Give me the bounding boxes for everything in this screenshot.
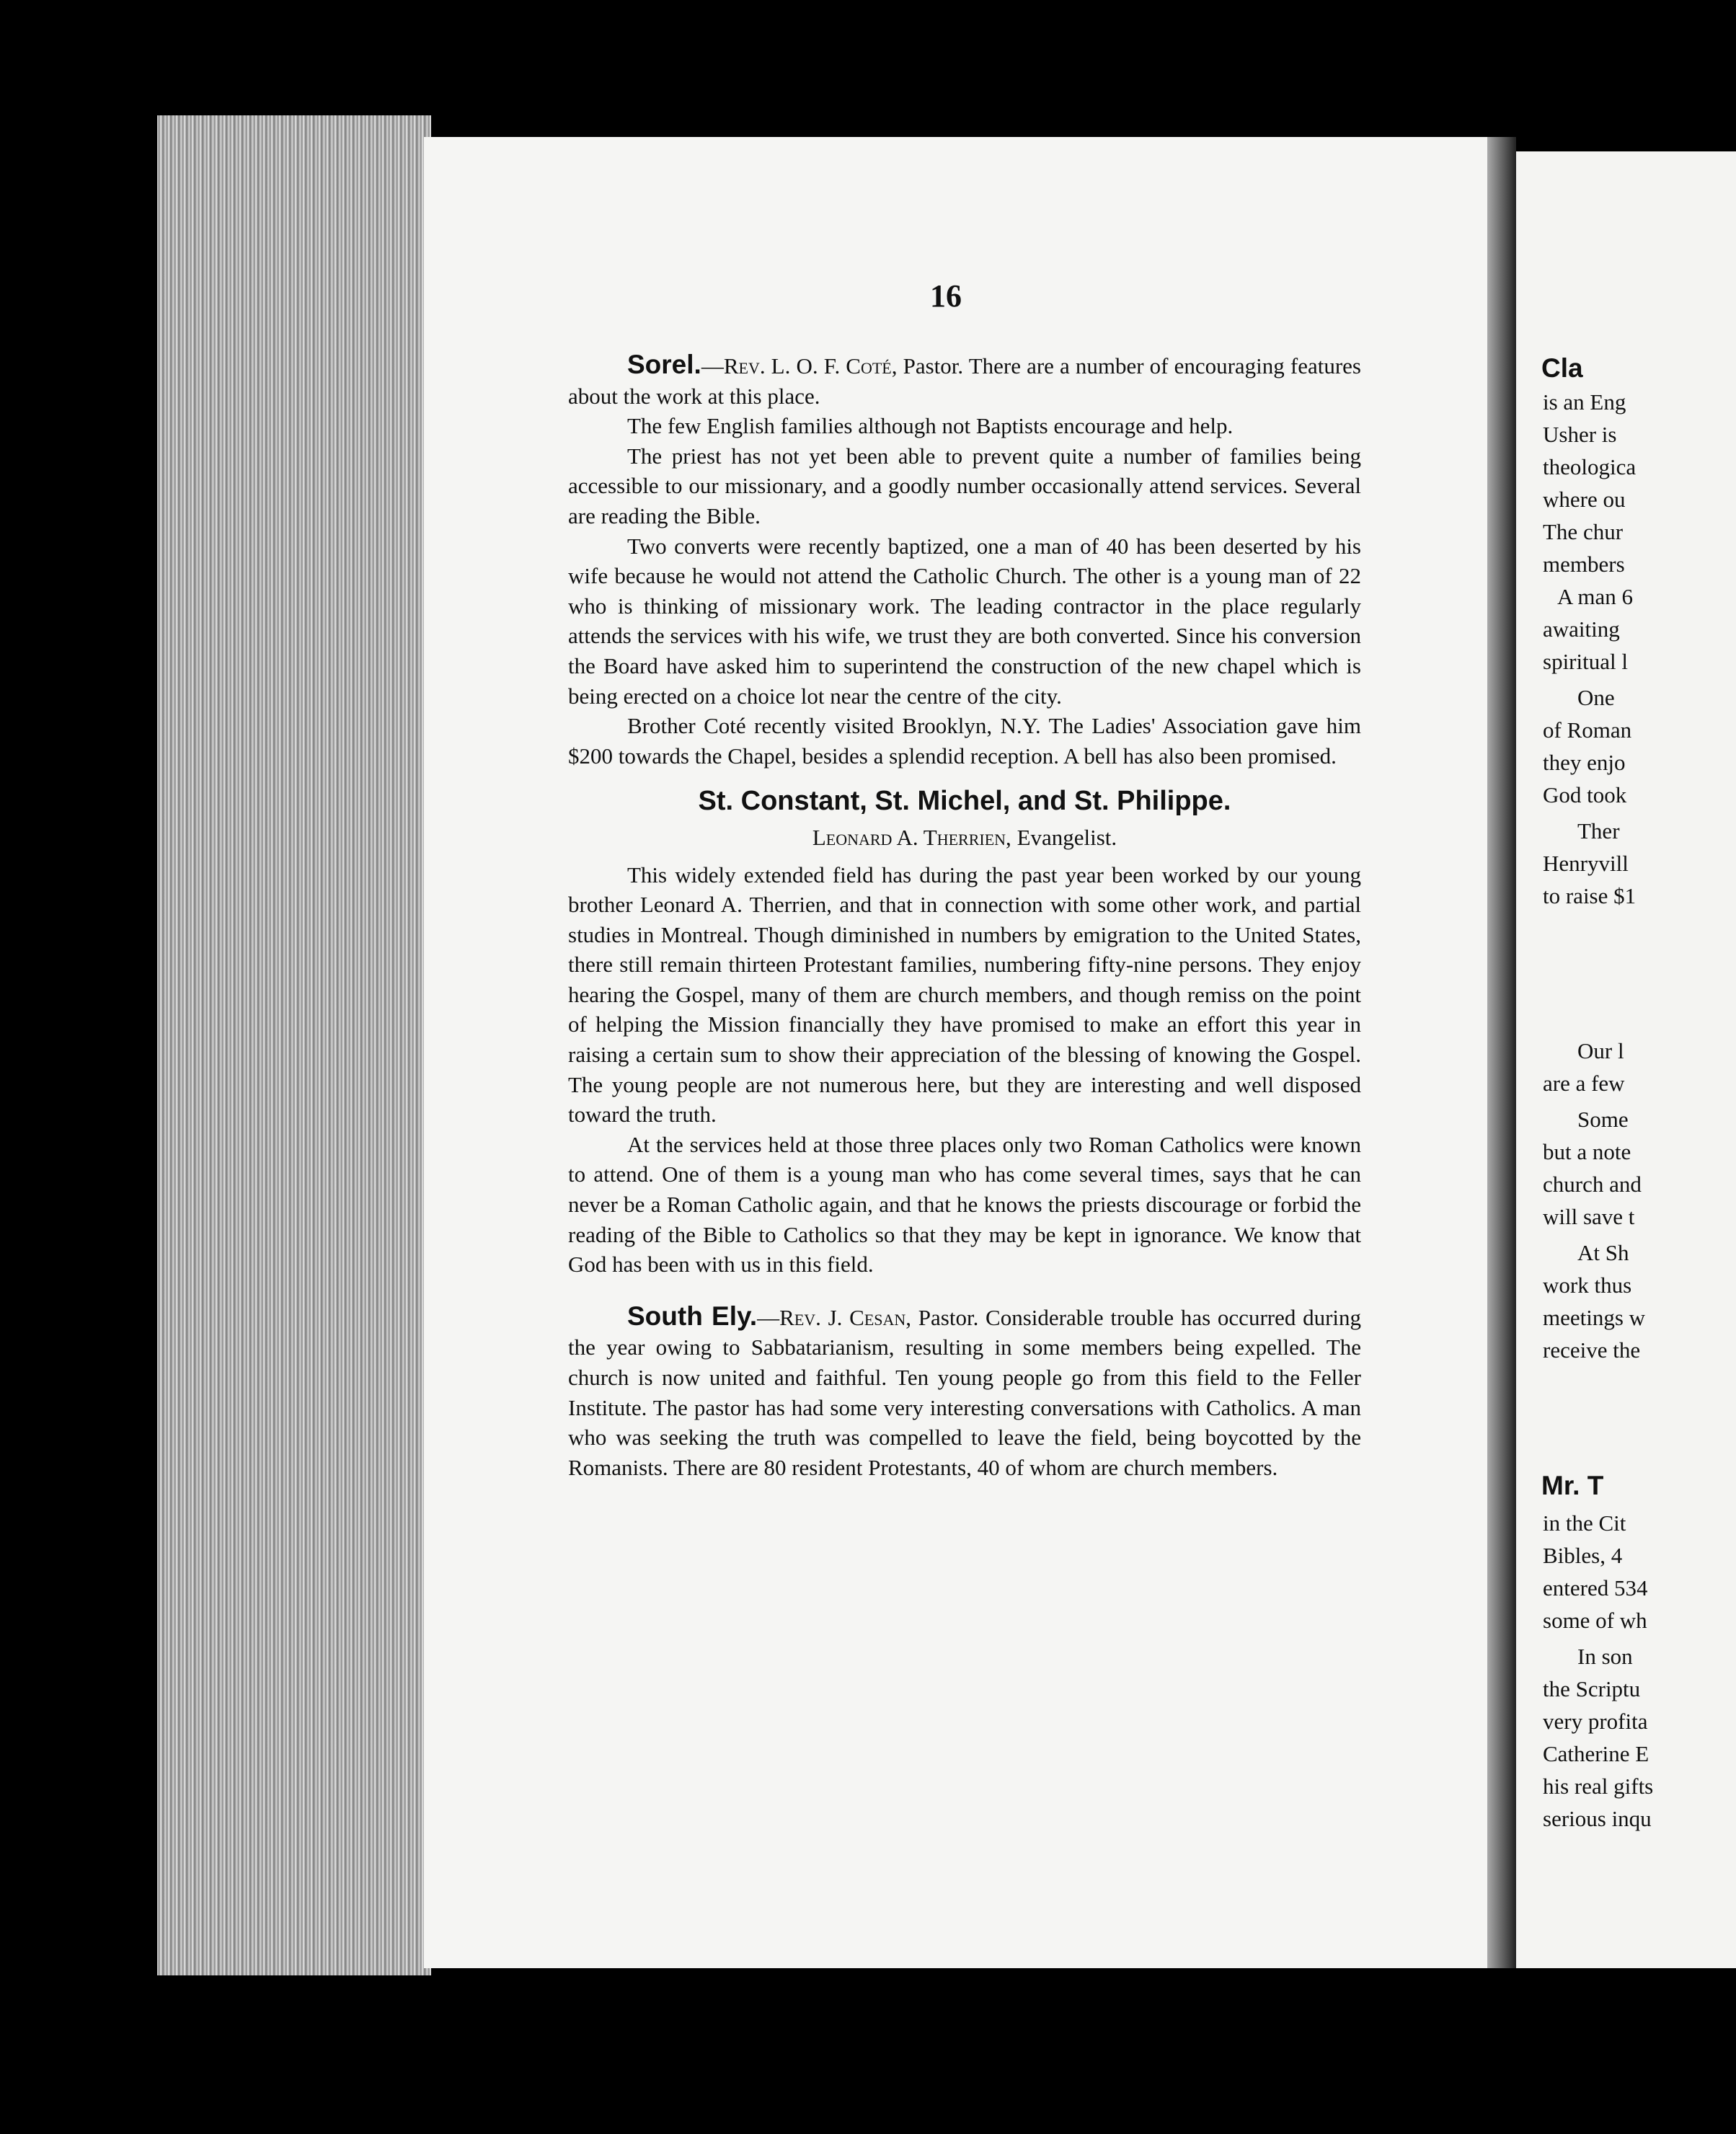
- st-constant-paragraph-2: At the services held at those three places only two Roman Catholics were known to attend. One of them is a young man who has come several times, says that he can never be a Roman Catholic again, and that he knows the priests discourage or forbid the reading of the Bible to Catholics so that they may be kept in ignorance. We know that God has been with us in this field.: [568, 1131, 1361, 1278]
- right-page-line: Usher is: [1543, 422, 1617, 447]
- right-page-line: At Sh: [1577, 1240, 1629, 1265]
- sorel-paragraph-2: The few English families although not Baptists encourage and help.: [627, 413, 1234, 439]
- right-page-line: awaiting: [1543, 616, 1620, 642]
- st-constant-byline: [568, 823, 1361, 853]
- right-page-line: Catherine E: [1543, 1741, 1649, 1766]
- right-page-line: In son: [1577, 1644, 1633, 1669]
- right-page-heading-1: Cla: [1541, 353, 1583, 383]
- right-page-line: meetings w: [1543, 1305, 1646, 1330]
- right-page-line: A man 6: [1557, 584, 1634, 609]
- sorel-pastor-name: —Rev. L. O. F. Coté,: [701, 353, 898, 378]
- south-ely-text: Pastor. Considerable trouble has occurred during the year owing to Sabbatarianism, resulting in some members being expelled. The church is now united and faithful. Ten young people go from this field to the Feller Institute. The pastor has had some very interesting conversations with Catholics. A man who was seeking the truth was compelled to leave the field, being boycotted by the Romanists. There are 80 resident Protestants, 40 of whom are church members.: [568, 1304, 1362, 1480]
- right-page-line: in the Cit: [1543, 1510, 1626, 1536]
- right-page-line: will save t: [1543, 1204, 1635, 1229]
- right-page-line: Ther: [1577, 818, 1620, 844]
- evangelist-role: Evangelist.: [1017, 824, 1117, 850]
- sorel-paragraph-1: [568, 350, 1361, 411]
- page-number: 16: [930, 278, 962, 314]
- right-page-line: serious inqu: [1543, 1806, 1652, 1831]
- right-page-line: are a few: [1543, 1071, 1625, 1096]
- right-page-line: Bibles, 4: [1543, 1543, 1623, 1568]
- sorel-paragraph-5: Brother Coté recently visited Brooklyn, N.Y. The Ladies' Association gave him $200 towards the Chapel, besides a splendid reception. A bell has also been promised.: [568, 713, 1361, 769]
- right-page-line: Our l: [1577, 1038, 1624, 1063]
- right-page-line: the Scriptu: [1543, 1676, 1641, 1701]
- right-page-line: entered 534: [1543, 1575, 1648, 1600]
- sorel-text-1: Pastor. There are a number of encouraging features about the work at this place.: [568, 353, 1361, 409]
- right-page-line: they enjo: [1543, 750, 1626, 775]
- right-page-line: receive the: [1543, 1337, 1641, 1363]
- page-text: [568, 350, 1361, 1482]
- right-page-line: to raise $1: [1543, 883, 1637, 908]
- right-page-heading-2: Mr. T: [1541, 1471, 1604, 1500]
- book-gutter: [1487, 137, 1516, 1968]
- south-ely-heading: South Ely.: [627, 1301, 758, 1331]
- right-page-line: members: [1543, 552, 1625, 577]
- book-page-edges: [157, 115, 431, 1975]
- right-page-line: Henryvill: [1543, 851, 1629, 876]
- st-constant-paragraph-1: This widely extended field has during the past year been worked by our young brother Leonard A. Therrien, and that in connection with some other work, and partial studies in Montreal. Though diminished in numbers by emigration to the United States, there still remain thirteen Protestant families, numbering fifty-nine persons. They enjoy hearing the Gospel, many of them are church members, and though remiss on the point of helping the Mission financially they have promised to make an effort this year in raising a certain sum to show their appreciation of the blessing of knowing the Gospel. The young people are not numerous here, but they are interesting and well disposed toward the truth.: [568, 862, 1361, 1128]
- right-page-line: God took: [1543, 782, 1627, 807]
- right-page-line: is an Eng: [1543, 389, 1626, 415]
- right-page-line: some of wh: [1543, 1608, 1647, 1633]
- sorel-paragraph-3: The priest has not yet been able to prevent quite a number of families being accessible to our missionary, and a goodly number occasionally attend services. Several are reading the Bible.: [568, 443, 1361, 528]
- south-ely-pastor-name: —Rev. J. Cesan,: [757, 1304, 912, 1330]
- right-page-line: where ou: [1543, 487, 1626, 512]
- right-page-line: of Roman: [1543, 717, 1632, 743]
- right-page-line: theologica: [1543, 454, 1637, 479]
- right-page-line: One: [1577, 685, 1615, 710]
- right-page-line: very profita: [1543, 1709, 1648, 1734]
- right-page-line: spiritual l: [1543, 649, 1628, 674]
- right-page-line: work thus: [1543, 1272, 1632, 1298]
- st-constant-heading: St. Constant, St. Michel, and St. Philippe.: [698, 786, 1231, 817]
- right-page-line: his real gifts: [1543, 1774, 1654, 1799]
- south-ely-paragraph: [568, 1301, 1361, 1483]
- sorel-paragraph-4: Two converts were recently baptized, one a man of 40 has been deserted by his wife because he would not attend the Catholic Church. The other is a young man of 22 who is thinking of missionary work. The leading contractor in the place regularly attends the services with his wife, we trust they are both converted. Since his conversion the Board have asked him to superintend the construction of the new chapel which is being erected on a choice lot near the centre of the city.: [568, 533, 1361, 709]
- right-page-line: but a note: [1543, 1139, 1631, 1164]
- right-page-line: The chur: [1543, 519, 1624, 544]
- right-page-line: Some: [1577, 1107, 1629, 1132]
- evangelist-name: Leonard A. Therrien,: [812, 824, 1011, 850]
- right-page-line: church and: [1543, 1172, 1642, 1197]
- sorel-heading: Sorel.: [627, 350, 701, 379]
